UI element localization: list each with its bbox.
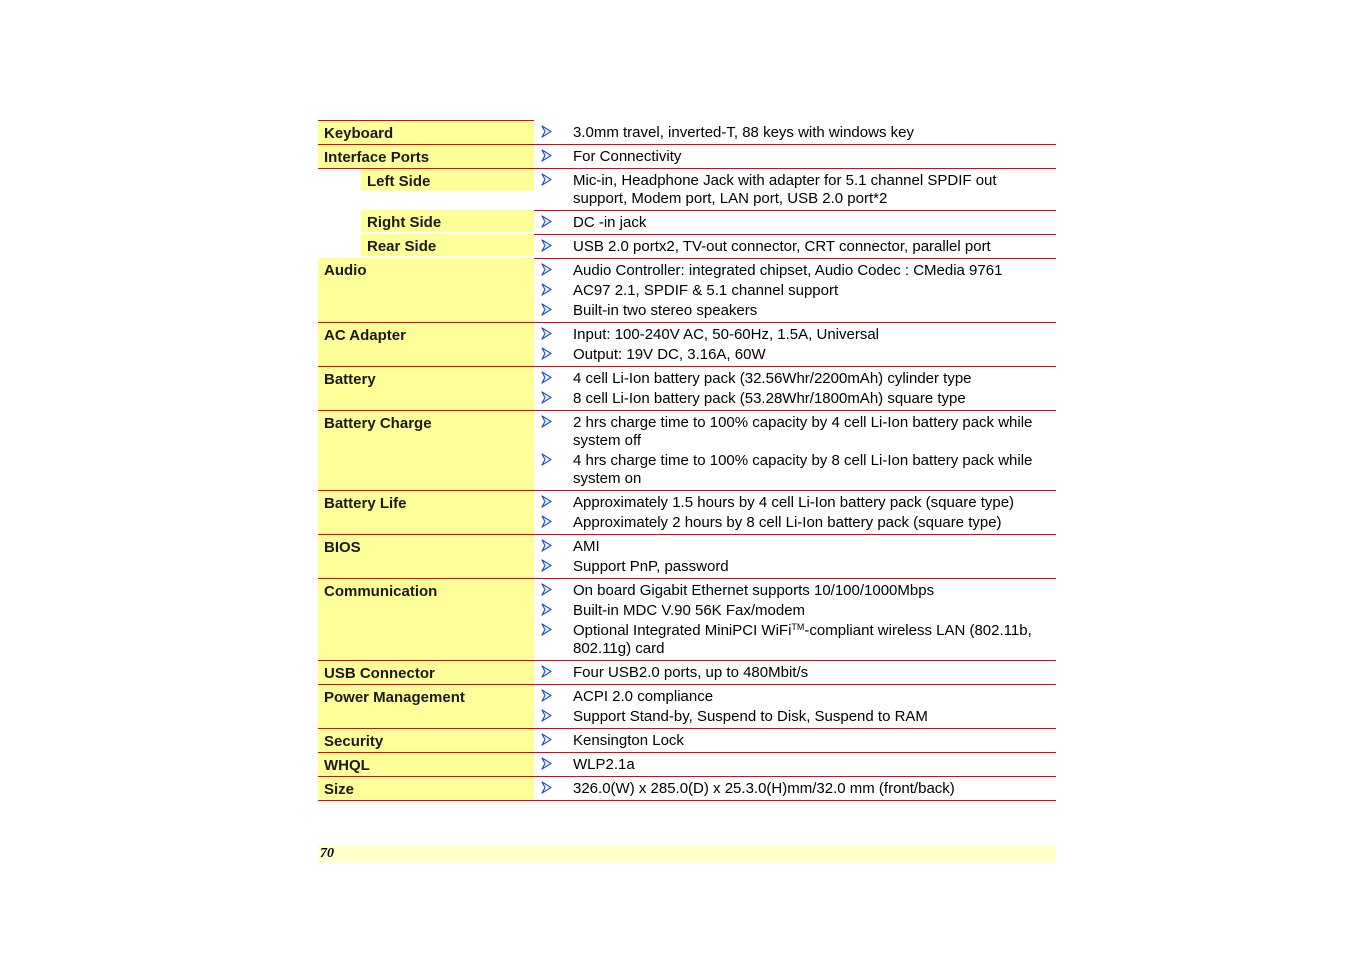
spec-item (534, 732, 1056, 750)
spec-item-text: 8 cell Li-Ion battery pack (53.28Whr/1800mAh) square type (573, 389, 966, 407)
arrow-bullet-icon (541, 539, 553, 553)
spec-item-text: Built-in two stereo speakers (573, 301, 758, 319)
spec-item (534, 538, 1056, 556)
spec-item (534, 494, 1056, 512)
arrow-bullet-icon (541, 371, 553, 385)
spec-item-text: On board Gigabit Ethernet supports 10/100/1000Mbps (573, 581, 935, 599)
spec-item-text: -compliant wireless LAN (802.11b, 802.11g) card (573, 621, 1032, 657)
arrow-bullet-icon (541, 149, 553, 163)
spec-item-list (534, 145, 1056, 168)
spec-item (534, 346, 1056, 364)
spec-item-list (534, 661, 1056, 684)
spec-item (534, 390, 1056, 408)
arrow-bullet-icon (541, 125, 553, 139)
spec-item-text: WLP2.1a (573, 755, 635, 773)
spec-row-15 (318, 752, 1056, 776)
spec-item (534, 780, 1056, 798)
spec-item (534, 238, 1056, 256)
spec-row-4 (318, 234, 1056, 258)
spec-item (534, 622, 1056, 658)
spec-values-cell (534, 121, 1056, 145)
spec-item-text: 2 hrs charge time to 100% capacity by 4 cell Li-Ion battery pack while system off (573, 413, 1033, 449)
arrow-bullet-icon (541, 689, 553, 703)
spec-item-text: Input: 100-240V AC, 50-60Hz, 1.5A, Universal (573, 325, 880, 343)
spec-row-5 (318, 258, 1056, 322)
arrow-bullet-icon (541, 415, 553, 429)
spec-item-text: AMI (573, 537, 600, 555)
spec-item-text: Approximately 1.5 hours by 4 cell Li-Ion battery pack (square type) (573, 493, 1015, 511)
arrow-bullet-icon (541, 781, 553, 795)
spec-item-text: Four USB2.0 ports, up to 480Mbit/s (573, 663, 809, 681)
spec-label-cell (318, 121, 534, 145)
spec-values-cell (534, 776, 1056, 800)
spec-item (534, 414, 1056, 450)
arrow-bullet-icon (541, 239, 553, 253)
spec-item (534, 214, 1056, 232)
spec-label-cell (318, 322, 534, 366)
spec-item (534, 664, 1056, 682)
spec-values-cell (534, 752, 1056, 776)
spec-item-list (534, 753, 1056, 776)
spec-item (534, 558, 1056, 576)
arrow-bullet-icon (541, 391, 553, 405)
spec-label-cell (318, 684, 534, 728)
spec-item (534, 688, 1056, 706)
spec-label-cell (318, 534, 534, 578)
spec-item-text: USB 2.0 portx2, TV-out connector, CRT connector, parallel port (573, 237, 991, 255)
spec-label-cell (318, 168, 534, 210)
spec-item (534, 282, 1056, 300)
spec-item (534, 452, 1056, 488)
spec-item-list (534, 685, 1056, 728)
spec-label-cell (318, 410, 534, 490)
spec-item-list (534, 411, 1056, 490)
spec-values-cell (534, 410, 1056, 490)
spec-item-list (534, 777, 1056, 800)
spec-label: Battery Life (324, 494, 407, 512)
spec-label-cell (318, 366, 534, 410)
spec-item (534, 172, 1056, 208)
spec-values-cell (534, 234, 1056, 258)
spec-label-cell (318, 210, 534, 234)
spec-table-body (318, 121, 1056, 801)
sub-label-box (361, 210, 534, 232)
spec-item (534, 124, 1056, 142)
spec-values-cell (534, 366, 1056, 410)
spec-item (534, 582, 1056, 600)
spec-item (534, 262, 1056, 280)
arrow-bullet-icon (541, 263, 553, 277)
spec-item (534, 302, 1056, 320)
spec-row-3 (318, 210, 1056, 234)
spec-label: WHQL (324, 756, 370, 774)
spec-item (534, 602, 1056, 620)
spec-item-text: Built-in MDC V.90 56K Fax/modem (573, 601, 806, 619)
spec-item-list (534, 367, 1056, 410)
spec-item-list (534, 323, 1056, 366)
spec-item-text: ACPI 2.0 compliance (573, 687, 714, 705)
spec-item (534, 370, 1056, 388)
spec-label: Interface Ports (324, 148, 430, 166)
spec-label: Power Management (324, 688, 465, 706)
spec-row-10 (318, 534, 1056, 578)
spec-row-7 (318, 366, 1056, 410)
arrow-bullet-icon (541, 623, 553, 637)
spec-row-13 (318, 684, 1056, 728)
spec-row-8 (318, 410, 1056, 490)
spec-item-text: DC -in jack (573, 213, 647, 231)
arrow-bullet-icon (541, 583, 553, 597)
spec-table (318, 120, 1056, 801)
spec-row-11 (318, 578, 1056, 660)
spec-row-6 (318, 322, 1056, 366)
spec-label-cell (318, 728, 534, 752)
spec-item-text: Output: 19V DC, 3.16A, 60W (573, 345, 766, 363)
arrow-bullet-icon (541, 283, 553, 297)
spec-item-list (534, 535, 1056, 578)
spec-label: Left Side (367, 172, 431, 190)
spec-values-cell (534, 728, 1056, 752)
spec-row-0 (318, 121, 1056, 145)
arrow-bullet-icon (541, 515, 553, 529)
spec-label-cell (318, 234, 534, 258)
spec-item-list (534, 491, 1056, 534)
arrow-bullet-icon (541, 733, 553, 747)
spec-item-list (534, 259, 1056, 322)
spec-label-cell (318, 258, 534, 322)
arrow-bullet-icon (541, 559, 553, 573)
arrow-bullet-icon (541, 603, 553, 617)
spec-values-cell (534, 168, 1056, 210)
spec-label: Communication (324, 582, 438, 600)
arrow-bullet-icon (541, 665, 553, 679)
trademark-mark: TM (791, 621, 805, 632)
arrow-bullet-icon (541, 215, 553, 229)
spec-label: Security (324, 732, 384, 750)
spec-item-list (534, 169, 1056, 210)
spec-values-cell (534, 144, 1056, 168)
spec-item-text: Audio Controller: integrated chipset, Audio Codec : CMedia 9761 (573, 261, 1003, 279)
spec-label-cell (318, 578, 534, 660)
spec-item-list (534, 579, 1056, 660)
spec-label: USB Connector (324, 664, 435, 682)
spec-item-text: For Connectivity (573, 147, 682, 165)
spec-item-list (534, 121, 1056, 144)
spec-item (534, 708, 1056, 726)
spec-label: Right Side (367, 214, 442, 231)
spec-item-text: 4 hrs charge time to 100% capacity by 8 cell Li-Ion battery pack while system on (573, 451, 1033, 487)
spec-item-text: AC97 2.1, SPDIF & 5.1 channel support (573, 281, 839, 299)
arrow-bullet-icon (541, 347, 553, 361)
spec-row-14 (318, 728, 1056, 752)
spec-item-list (534, 729, 1056, 752)
page-number: 70 (320, 846, 334, 861)
spec-item-text: Support Stand-by, Suspend to Disk, Suspend to RAM (573, 707, 928, 725)
spec-label: Size (324, 780, 355, 798)
spec-label: Rear Side (367, 238, 437, 255)
spec-row-2 (318, 168, 1056, 210)
spec-item-text: Kensington Lock (573, 731, 684, 749)
spec-item-list (534, 211, 1056, 234)
spec-label-cell (318, 490, 534, 534)
spec-item-list (534, 235, 1056, 258)
spec-item-text: 4 cell Li-Ion battery pack (32.56Whr/2200mAh) cylinder type (573, 369, 972, 387)
sub-label-box (361, 169, 534, 191)
spec-item (534, 756, 1056, 774)
spec-values-cell (534, 210, 1056, 234)
spec-label-cell (318, 776, 534, 800)
spec-item-text: Approximately 2 hours by 8 cell Li-Ion battery pack (square type) (573, 513, 1002, 531)
spec-item-text: Optional Integrated MiniPCI WiFi (573, 621, 792, 639)
arrow-bullet-icon (541, 709, 553, 723)
arrow-bullet-icon (541, 495, 553, 509)
spec-values-cell (534, 684, 1056, 728)
spec-item-text: Mic-in, Headphone Jack with adapter for 5.1 channel SPDIF out support, Modem port, LAN port, USB 2.0 port*2 (573, 171, 997, 207)
spec-row-9 (318, 490, 1056, 534)
spec-values-cell (534, 258, 1056, 322)
spec-label: Battery (324, 370, 376, 388)
spec-item-text: 3.0mm travel, inverted-T, 88 keys with windows key (573, 123, 914, 141)
spec-label-cell (318, 660, 534, 684)
spec-label: BIOS (324, 538, 361, 556)
sub-label-box (361, 234, 534, 256)
spec-label: Battery Charge (324, 414, 432, 432)
spec-row-16 (318, 776, 1056, 800)
spec-values-cell (534, 322, 1056, 366)
spec-values-cell (534, 660, 1056, 684)
page-footer (318, 845, 1056, 863)
arrow-bullet-icon (541, 173, 553, 187)
arrow-bullet-icon (541, 303, 553, 317)
spec-label: AC Adapter (324, 326, 406, 344)
spec-row-12 (318, 660, 1056, 684)
spec-label-cell (318, 144, 534, 168)
spec-item (534, 514, 1056, 532)
spec-values-cell (534, 490, 1056, 534)
spec-values-cell (534, 534, 1056, 578)
spec-item-text: Support PnP, password (573, 557, 729, 575)
spec-label: Keyboard (324, 125, 394, 142)
spec-item-text: 326.0(W) x 285.0(D) x 25.3.0(H)mm/32.0 mm (front/back) (573, 779, 955, 797)
spec-label-cell (318, 752, 534, 776)
spec-values-cell (534, 578, 1056, 660)
arrow-bullet-icon (541, 453, 553, 467)
spec-label: Audio (324, 262, 367, 279)
arrow-bullet-icon (541, 757, 553, 771)
spec-item (534, 326, 1056, 344)
arrow-bullet-icon (541, 327, 553, 341)
spec-row-1 (318, 144, 1056, 168)
spec-item (534, 148, 1056, 166)
